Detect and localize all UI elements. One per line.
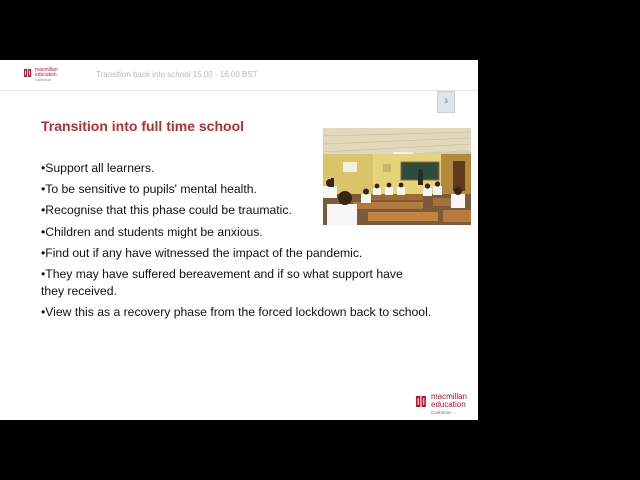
footer-logo-education: education xyxy=(431,400,466,409)
bullet-item: •Find out if any have witnessed the impact of the pandemic. xyxy=(41,245,363,260)
bullet-item: •Support all learners. xyxy=(41,161,155,175)
slide-title: Transition into full time school xyxy=(41,118,245,134)
macmillan-logo-icon xyxy=(24,69,32,77)
page-number: 3 xyxy=(437,91,455,113)
logo-text-caribbean: Caribbean xyxy=(35,78,52,82)
bullet-item: •To be sensitive to pupils' mental health. xyxy=(41,182,257,197)
macmillan-logo-footer xyxy=(416,393,476,419)
bullet-item: •Children and students might be anxious. xyxy=(41,224,263,239)
footer-logo-macmillan: macmillan xyxy=(431,392,468,401)
header-title: Transition back into school 15.00 - 16.00 BST xyxy=(96,70,258,79)
macmillan-logo-small xyxy=(24,68,68,86)
bullet-item: •Recognise that this phase could be traumatic. xyxy=(41,203,292,218)
footer-logo-caribbean: Caribbean xyxy=(431,410,452,415)
bullet-item: •They may have suffered bereavement and if so what support have they received. xyxy=(41,266,403,298)
bullet-item: •View this as a recovery phase from the forced lockdown back to school. xyxy=(41,305,432,320)
presentation-slide xyxy=(0,60,478,420)
slide-header xyxy=(0,60,478,91)
logo-text-education: education xyxy=(35,72,57,78)
logo-text-macmillan: macmillan xyxy=(35,67,58,73)
macmillan-logo-icon xyxy=(416,396,427,407)
bullet-list xyxy=(41,160,441,325)
